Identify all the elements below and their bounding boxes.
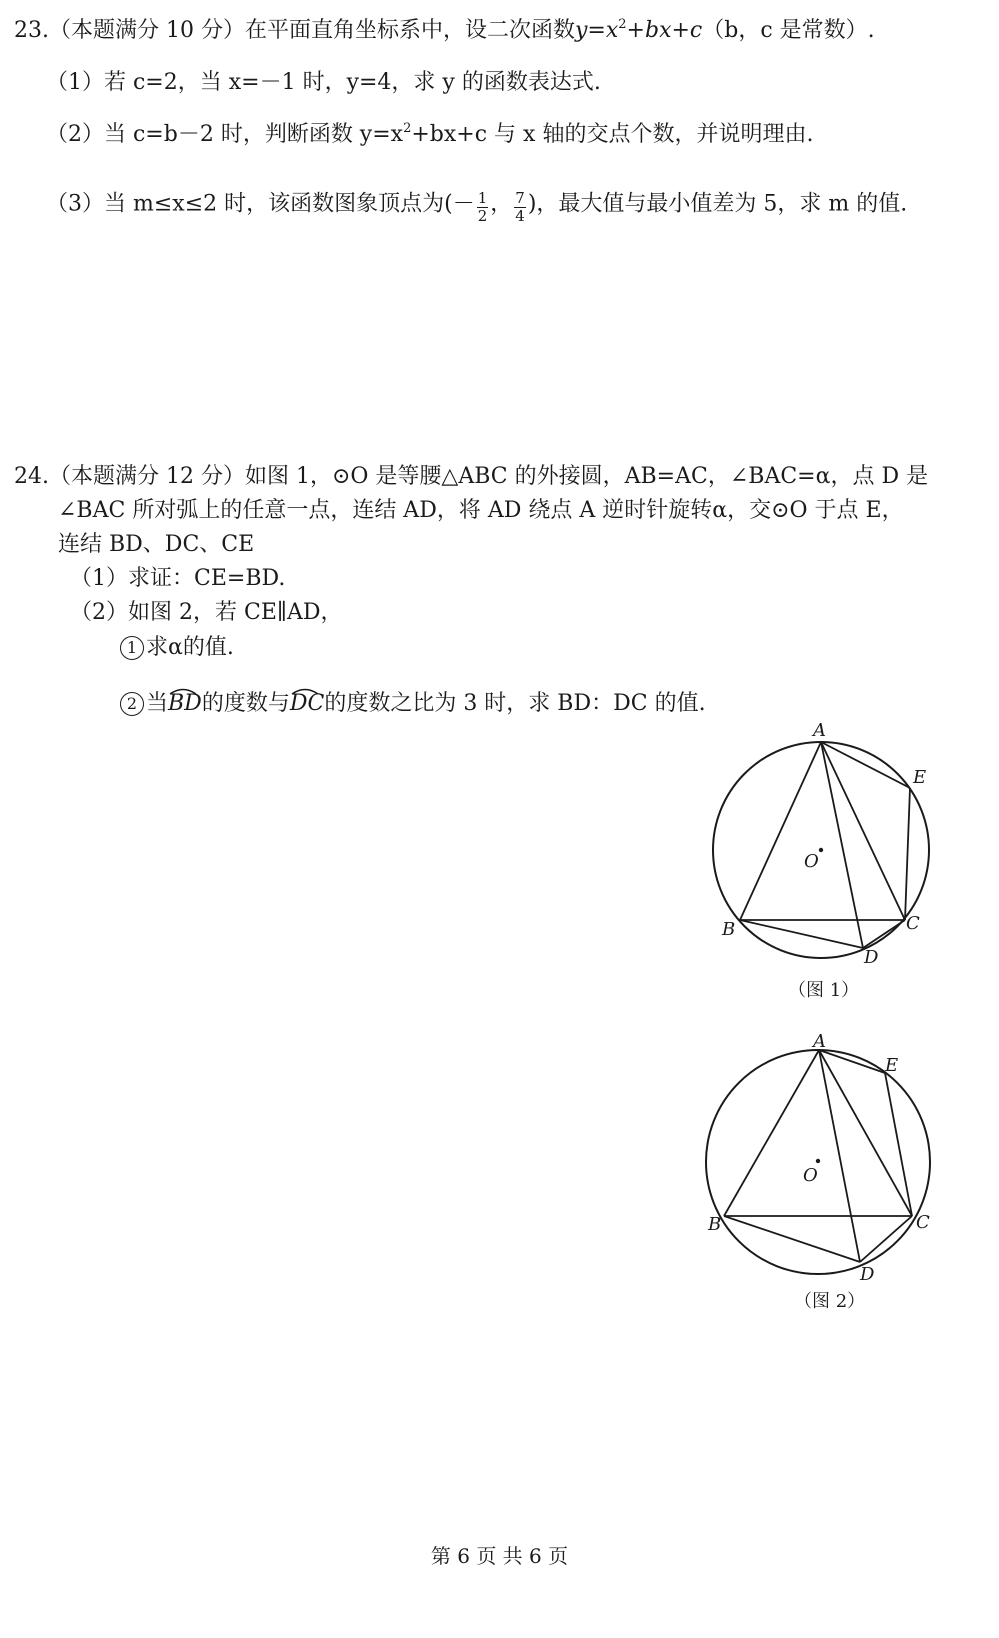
label-b: B — [708, 1214, 722, 1235]
circled-number-2: 2 — [120, 692, 144, 716]
fraction-denominator: 2 — [477, 206, 488, 225]
figure-2-caption: （图 2） — [794, 1291, 866, 1312]
segment-bd — [740, 920, 863, 948]
figure-1-caption: （图 1） — [788, 980, 860, 1001]
center-point — [816, 1159, 820, 1163]
figure-1-segments — [740, 742, 910, 948]
page-footer: 第 6 页 共 6 页 — [430, 1544, 569, 1568]
q24-sub2 — [120, 692, 706, 716]
q23-part2-text: （2）当 c=b－2 时，判断函数 y=x — [46, 122, 404, 147]
arc-dc-label: DC — [289, 691, 325, 716]
q23-part2-tail: +bx+c 与 x 轴的交点个数，并说明理由. — [411, 122, 814, 147]
q23-header — [14, 17, 875, 43]
arc-bd-label: BD — [168, 691, 202, 716]
q24-part2: （2）如图 2，若 CE∥AD， — [70, 600, 343, 625]
arc-mark-icon — [168, 685, 198, 695]
fraction-numerator: 1 — [477, 189, 488, 207]
fraction-numerator: 7 — [515, 189, 525, 207]
label-e: E — [913, 767, 927, 788]
q23-func-exponent: 2 — [618, 17, 627, 32]
segment-ce — [905, 788, 910, 920]
q23-header-tail: （b，c 是常数）. — [702, 18, 875, 43]
q23-part3 — [46, 190, 907, 224]
q23-part3-tail: )，最大值与最小值差为 5，求 m 的值. — [527, 191, 908, 217]
label-b: B — [722, 919, 736, 940]
q23-header-text: 23.（本题满分 10 分）在平面直角坐标系中，设二次函数 — [14, 18, 575, 43]
label-c: C — [916, 1212, 930, 1233]
circled-number-1: 1 — [120, 636, 144, 660]
fraction-one-half — [477, 190, 489, 224]
q23-part1: （1）若 c=2，当 x=－1 时，y=4，求 y 的函数表达式. — [46, 70, 601, 95]
label-c: C — [906, 913, 920, 934]
segment-ae — [819, 1050, 885, 1073]
q24-sub1 — [120, 636, 234, 660]
q24-sub2-text: 当 — [146, 691, 169, 716]
figure-2 — [698, 1030, 948, 1290]
q23-part2-exponent: 2 — [403, 121, 412, 136]
label-o: O — [803, 1165, 818, 1186]
q24-sub2-text-tail: 的度数之比为 3 时，求 BD：DC 的值. — [324, 691, 706, 716]
q23-func: y=x — [574, 18, 619, 43]
q24-part1: （1）求证：CE=BD. — [70, 566, 286, 591]
segment-dc — [860, 1216, 912, 1262]
arc-bd — [168, 693, 202, 715]
label-a: A — [813, 720, 826, 741]
label-o: O — [804, 851, 819, 872]
label-a: A — [813, 1031, 826, 1052]
q23-part3-separator: ， — [490, 191, 513, 217]
figure-2-segments — [724, 1050, 912, 1262]
q23-part2 — [46, 121, 814, 147]
q24-line1: 24.（本题满分 12 分）如图 1，⊙O 是等腰△ABC 的外接圆，AB=AC，∠BAC=α，点 D 是 — [14, 464, 929, 489]
fraction-seven-quarters — [514, 190, 526, 224]
fraction-denominator: 4 — [515, 206, 525, 225]
arc-mark-icon — [290, 685, 320, 695]
q24-sub1-text: 求α的值. — [146, 635, 234, 660]
q23-func-tail: +bx+c — [626, 18, 703, 43]
q23-part3-text: （3）当 m≤x≤2 时，该函数图象顶点为(－ — [46, 191, 475, 217]
center-point — [819, 848, 823, 852]
segment-ab — [724, 1050, 819, 1216]
q24-line3: 连结 BD、DC、CE — [58, 532, 255, 557]
label-d: D — [864, 947, 879, 965]
segment-ae — [821, 742, 910, 788]
label-e: E — [885, 1055, 899, 1076]
arc-dc — [290, 693, 324, 715]
q24-line2: ∠BAC 所对弧上的任意一点，连结 AD，将 AD 绕点 A 逆时针旋转α，交⊙O 于点 E， — [58, 498, 904, 523]
segment-ad — [821, 742, 863, 948]
figure-1 — [700, 715, 950, 965]
segment-ab — [740, 742, 821, 920]
segment-dc — [863, 920, 905, 948]
q24-sub2-text-mid: 的度数与 — [201, 691, 290, 716]
segment-ad — [819, 1050, 860, 1262]
label-d: D — [860, 1264, 875, 1285]
segment-bd — [724, 1216, 860, 1262]
